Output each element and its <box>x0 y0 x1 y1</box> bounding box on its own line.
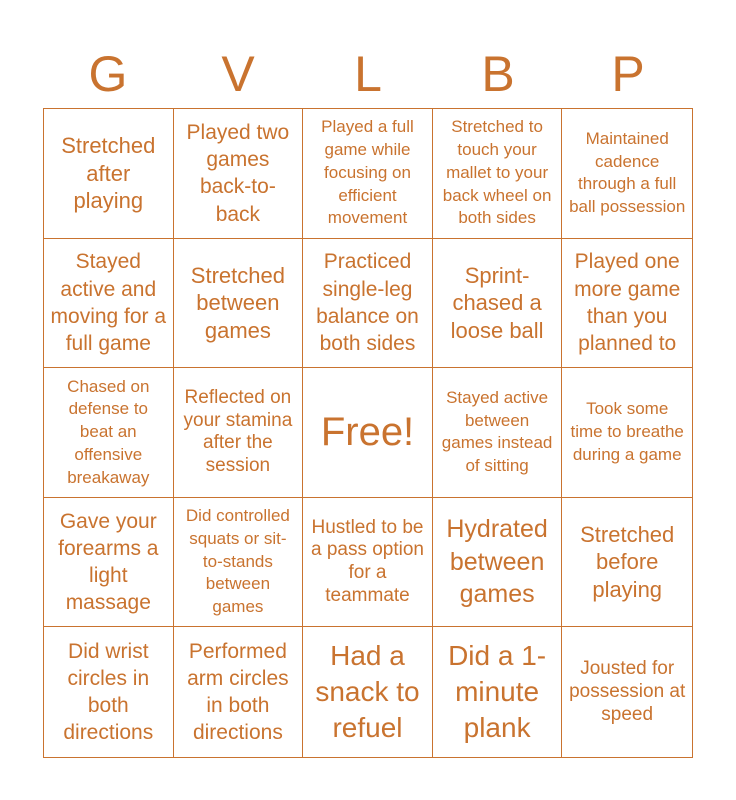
bingo-cell[interactable]: Reflected on your stamina after the session <box>174 368 304 498</box>
bingo-cell[interactable]: Stretched after playing <box>44 109 174 239</box>
bingo-cell[interactable]: Hustled to be a pass option for a teammate <box>303 498 433 628</box>
bingo-cell[interactable]: Performed arm circles in both directions <box>174 627 304 757</box>
bingo-cell[interactable]: Stretched to touch your mallet to your back wheel on both sides <box>433 109 563 239</box>
header-letter-p: P <box>611 46 645 102</box>
bingo-cell[interactable]: Stayed active and moving for a full game <box>44 239 174 369</box>
bingo-header <box>43 40 693 108</box>
header-letter-l: L <box>354 46 382 102</box>
bingo-cell[interactable]: Sprint-chased a loose ball <box>433 239 563 369</box>
bingo-cell[interactable]: Jousted for possession at speed <box>569 658 686 725</box>
bingo-cell[interactable]: Stretched before playing <box>562 498 692 628</box>
bingo-cell[interactable]: Played two games back-to-back <box>174 109 304 239</box>
header-letter-v: V <box>221 46 255 102</box>
bingo-cell[interactable]: Had a snack to refuel <box>303 627 433 757</box>
bingo-cell[interactable]: Maintained cadence through a full ball possession <box>562 109 692 239</box>
bingo-board <box>43 108 693 758</box>
bingo-cell[interactable]: Took some time to breathe during a game <box>562 368 692 498</box>
bingo-cell[interactable]: Practiced single-leg balance on both sides <box>303 239 433 369</box>
bingo-cell[interactable]: Gave your forearms a light massage <box>44 498 174 628</box>
free-cell[interactable]: Free! <box>303 368 433 498</box>
bingo-cell[interactable]: Played one more game than you planned to <box>562 239 692 369</box>
bingo-cell[interactable]: Stretched between games <box>174 239 304 369</box>
bingo-cell[interactable]: Chased on defense to beat an offensive breakaway <box>44 368 174 498</box>
header-letter-b: B <box>481 46 515 102</box>
bingo-cell[interactable]: Played a full game while focusing on efficient movement <box>303 109 433 239</box>
bingo-cell[interactable]: Did a 1-minute plank <box>433 627 563 757</box>
bingo-cell[interactable]: Hydrated between games <box>433 498 563 628</box>
bingo-cell[interactable]: Stayed active between games instead of sitting <box>433 368 563 498</box>
bingo-cell[interactable]: Did wrist circles in both directions <box>44 627 174 757</box>
bingo-cell[interactable]: Did controlled squats or sit-to-stands between games <box>174 498 304 628</box>
header-letter-g: G <box>88 46 128 102</box>
